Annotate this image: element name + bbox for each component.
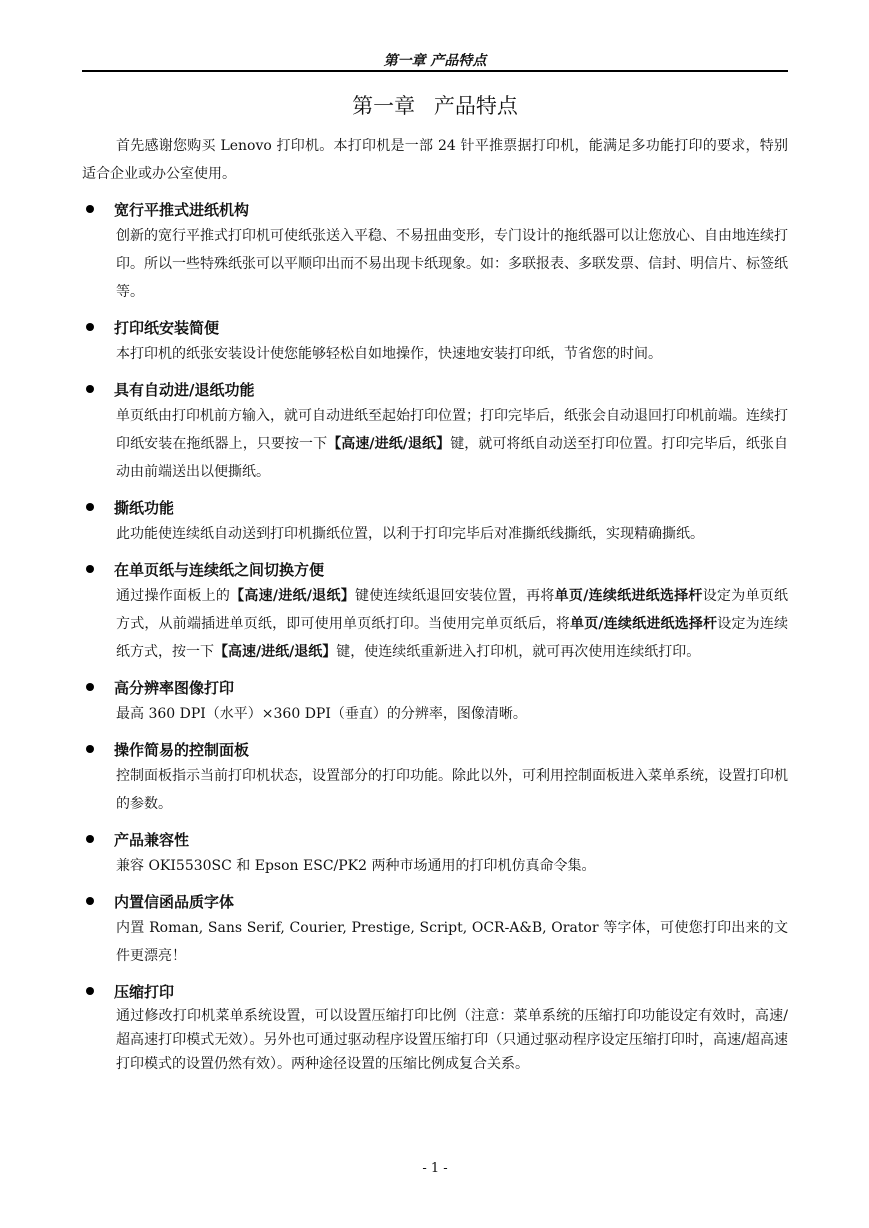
- page-number: - 1 -: [422, 1161, 448, 1176]
- page-title: 第一章 产品特点: [352, 94, 518, 118]
- key-label: 【高速/进纸/退纸】: [230, 588, 355, 604]
- header-rule: [82, 70, 788, 72]
- intro-paragraph: 首先感谢您购买 Lenovo 打印机。本打印机是一部 24 针平推票据打印机，能满足多功能打印的要求，特别适合企业或办公室使用。: [82, 138, 788, 182]
- feature-title: 内置信函品质字体: [114, 892, 235, 911]
- bullet-icon: [86, 205, 94, 213]
- feature-tear-off: [82, 494, 788, 548]
- feature-title: 具有自动进/退纸功能: [114, 380, 255, 399]
- body-text: 设定为连续纸方式，按一下: [116, 616, 789, 660]
- feature-body: 通过修改打印机菜单系统设置，可以设置压缩打印比例（注意：菜单系统的压缩打印功能设定有效时，高速/超高速打印模式无效）。另外也可通过驱动程序设置压缩打印（只通过驱动程序设定压缩打印时，高速/超高速打印模式的设置仍然有效）。两种途径设置的压缩比例成复合关系。: [116, 1008, 788, 1072]
- feature-title: 产品兼容性: [114, 830, 190, 849]
- key-label: 【高速/进纸/退纸】: [327, 436, 451, 452]
- feature-title: 高分辨率图像打印: [114, 678, 235, 697]
- feature-body: 本打印机的纸张安装设计使您能够轻松自如地操作，快速地安装打印纸，节省您的时间。: [116, 346, 662, 362]
- feature-compressed-print: [82, 978, 788, 1076]
- bullet-icon: [86, 987, 94, 995]
- feature-title: 操作简易的控制面板: [114, 740, 250, 759]
- feature-compatibility: [82, 826, 788, 880]
- key-label: 【高速/进纸/退纸】: [214, 644, 337, 660]
- bullet-icon: [86, 683, 94, 691]
- feature-title: 压缩打印: [114, 982, 175, 1001]
- feature-easy-paper-loading: [82, 314, 788, 368]
- bullet-icon: [86, 897, 94, 905]
- feature-title: 在单页纸与连续纸之间切换方便: [114, 560, 325, 579]
- lever-label: 单页/连续纸进纸选择杆: [570, 616, 718, 632]
- body-text: 设定为单页纸方式，从前端插进单页纸，即可使用单页纸打印。当使用完单页纸后，将: [116, 588, 789, 632]
- feature-body: 此功能使连续纸自动送到打印机撕纸位置，以利于打印完毕后对准撕纸线撕纸，实现精确撕纸。: [116, 526, 704, 542]
- body-text: 键，使连续纸重新进入打印机，就可再次使用连续纸打印。: [336, 644, 701, 660]
- feature-title: 宽行平推式进纸机构: [114, 200, 250, 219]
- feature-body: 内置 Roman, Sans Serif, Courier, Prestige, Script, OCR-A&B, Orator 等字体，可使您打印出来的文件更漂亮！: [116, 920, 788, 964]
- body-text: 单页纸由打印机前方输入，就可自动进纸至起始打印位置；打印完毕后，纸张会自动退回打印机前端。连续打印纸安装在拖纸器上，只要按一下: [116, 408, 788, 452]
- bullet-icon: [86, 323, 94, 331]
- page-content: [82, 132, 788, 1076]
- feature-body: 最高 360 DPI（水平）×360 DPI（垂直）的分辨率，图像清晰。: [116, 706, 527, 722]
- running-header: 第一章 产品特点: [383, 53, 487, 69]
- feature-high-resolution: [82, 674, 788, 728]
- body-text: 通过操作面板上的: [116, 588, 231, 604]
- feature-auto-feed: [82, 376, 788, 486]
- feature-body: [116, 402, 788, 486]
- bullet-icon: [86, 745, 94, 753]
- feature-control-panel: [82, 736, 788, 818]
- bullet-icon: [86, 565, 94, 573]
- feature-body: 控制面板指示当前打印机状态，设置部分的打印功能。除此以外，可利用控制面板进入菜单系统，设置打印机的参数。: [116, 768, 788, 812]
- body-text: 键，就可将纸自动送至打印位置。打印完毕后，纸张自动由前端送出以便撕纸。: [116, 436, 789, 480]
- body-text: 键使连续纸退回安装位置，再将: [354, 588, 555, 604]
- feature-paper-switching: [82, 556, 788, 666]
- feature-body: 兼容 OKI5530SC 和 Epson ESC/PK2 两种市场通用的打印机仿真命令集。: [116, 858, 596, 874]
- lever-label: 单页/连续纸进纸选择杆: [554, 588, 703, 604]
- feature-body: 创新的宽行平推式打印机可使纸张送入平稳、不易扭曲变形，专门设计的拖纸器可以让您放心、自由地连续打印。所以一些特殊纸张可以平顺印出而不易出现卡纸现象。如：多联报表、多联发票、信封、明信片、标签纸等。: [116, 228, 788, 300]
- feature-body: [116, 582, 788, 666]
- bullet-icon: [86, 385, 94, 393]
- feature-title: 撕纸功能: [114, 498, 175, 517]
- bullet-icon: [86, 503, 94, 511]
- feature-title: 打印纸安装简便: [114, 318, 220, 337]
- feature-fonts: [82, 888, 788, 970]
- feature-wide-flatbed: [82, 196, 788, 306]
- bullet-icon: [86, 835, 94, 843]
